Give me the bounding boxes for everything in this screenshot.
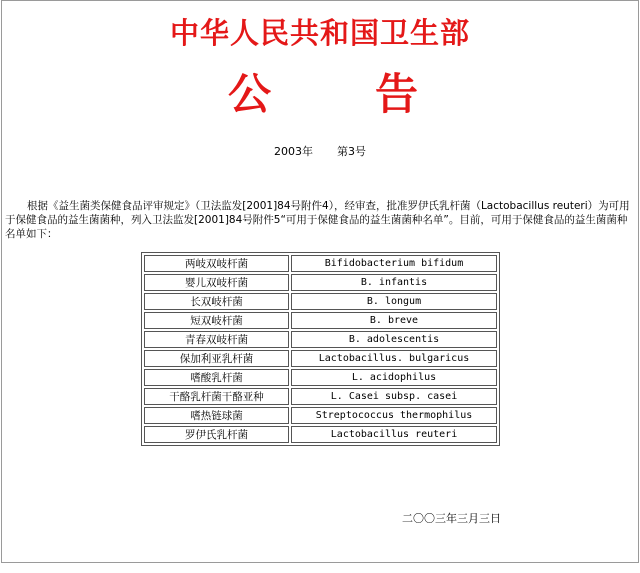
- strain-chinese-name: 短双岐杆菌: [144, 312, 289, 329]
- strain-latin-name: B. adolescentis: [291, 331, 497, 348]
- document-page: [1, 0, 639, 563]
- strain-chinese-name: 保加利亚乳杆菌: [144, 350, 289, 367]
- strain-chinese-name: 嗜酸乳杆菌: [144, 369, 289, 386]
- strain-table: [141, 252, 500, 446]
- table-row: [144, 274, 497, 291]
- ministry-title: 中华人民共和国卫生部: [169, 16, 470, 50]
- table-row: [144, 255, 497, 272]
- table-row: [144, 312, 497, 329]
- strain-chinese-name: 青春双岐杆菌: [144, 331, 289, 348]
- table-row: [144, 388, 497, 405]
- strain-latin-name: B. infantis: [291, 274, 497, 291]
- strain-latin-name: Streptococcus thermophilus: [291, 407, 497, 424]
- strain-chinese-name: 婴儿双岐杆菌: [144, 274, 289, 291]
- strain-latin-name: Bifidobacterium bifidum: [291, 255, 497, 272]
- table-row: [144, 407, 497, 424]
- strain-latin-name: B. breve: [291, 312, 497, 329]
- strain-chinese-name: 嗜热链球菌: [144, 407, 289, 424]
- strain-latin-name: L. acidophilus: [291, 369, 497, 386]
- table-row: [144, 369, 497, 386]
- announcement-char-1: 公: [228, 70, 271, 120]
- issue-number: 第3号: [337, 145, 366, 158]
- strain-chinese-name: 两岐双岐杆菌: [144, 255, 289, 272]
- issue-year: 2003年: [274, 145, 313, 158]
- announcement-char-2: 告: [375, 70, 418, 120]
- strain-chinese-name: 罗伊氏乳杆菌: [144, 426, 289, 443]
- table-row: [144, 350, 497, 367]
- strain-latin-name: L. Casei subsp. casei: [291, 388, 497, 405]
- strain-chinese-name: 长双岐杆菌: [144, 293, 289, 310]
- table-row: [144, 293, 497, 310]
- strain-chinese-name: 干酪乳杆菌干酪亚种: [144, 388, 289, 405]
- issue-date: 二〇〇三年三月三日: [402, 512, 501, 525]
- announcement-heading: [228, 61, 418, 120]
- strain-latin-name: Lactobacillus reuteri: [291, 426, 497, 443]
- table-row: [144, 426, 497, 443]
- issue-line: [2, 143, 638, 159]
- strain-latin-name: Lactobacillus. bulgaricus: [291, 350, 497, 367]
- strain-latin-name: B. longum: [291, 293, 497, 310]
- table-row: [144, 331, 497, 348]
- announcement-body: 根据《益生菌类保健食品评审规定》（卫法监发[2001]84号附件4），经审查，批准罗伊氏乳杆菌（Lactobacillus reuteri）为可用于保健食品的益生菌菌种，列入卫法监发[2001]84号附件5“可用于保健食品的益生菌菌种名单”。目前，可用于保健食品的益生菌菌种名单如下：: [5, 200, 630, 240]
